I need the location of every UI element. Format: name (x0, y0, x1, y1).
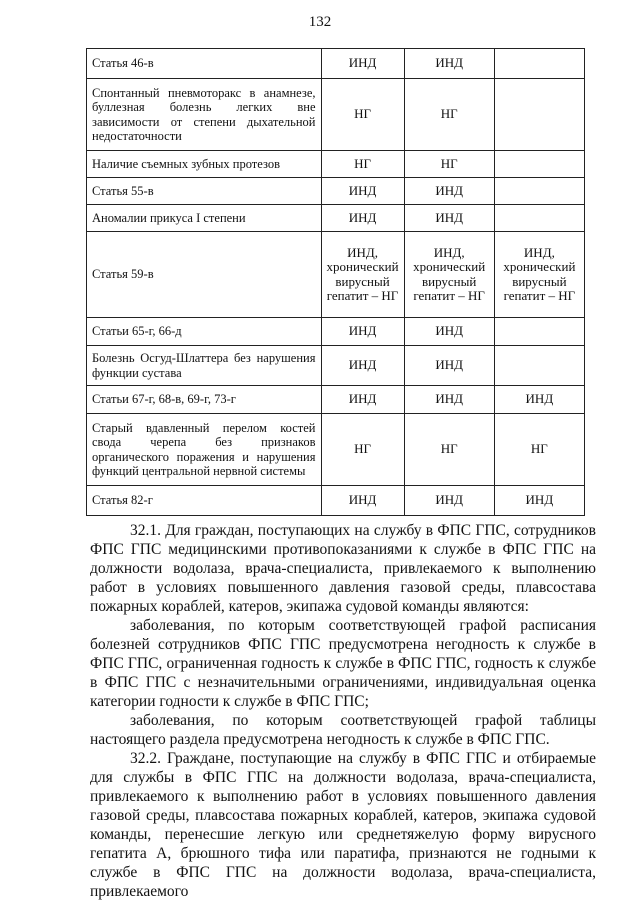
category-cell: ИНД (494, 486, 584, 516)
condition-cell: Аномалии прикуса I степени (87, 205, 322, 232)
category-cell (494, 79, 584, 151)
category-cell: ИНД (404, 386, 494, 414)
category-cell: НГ (321, 79, 404, 151)
category-cell: ИНД (404, 346, 494, 386)
table-row (87, 151, 585, 178)
category-cell: ИНД, хронический вирусный гепатит – НГ (404, 232, 494, 318)
condition-cell: Спонтанный пневмоторакс в анамнезе, буллезная болезнь легких вне зависимости от степени дыхательной недостаточности (87, 79, 322, 151)
body-text (90, 521, 596, 901)
category-cell (494, 318, 584, 346)
paragraph-32-2: 32.2. Граждане, поступающие на службу в ФПС ГПС и отбираемые для службы в ФПС ГПС на должности водолаза, врача-специалиста, привлекаемого к выполнению работ в условиях повышенного давления газовой среды, плавсостава пожарных кораблей, катеров, экипажа судовой команды, перенесшие легкую или среднетяжелую форму вирусного гепатита А, брюшного тифа или паратифа, признаются не годными к службе в ФПС ГПС на должности водолаза, врача-специалиста, привлекаемого (90, 750, 596, 900)
category-cell: НГ (404, 151, 494, 178)
category-cell: ИНД, хронический вирусный гепатит – НГ (494, 232, 584, 318)
medical-table (86, 48, 585, 516)
category-cell (494, 178, 584, 205)
category-cell: НГ (321, 414, 404, 486)
condition-cell: Статья 59-в (87, 232, 322, 318)
category-cell: НГ (494, 414, 584, 486)
table-row (87, 486, 585, 516)
condition-cell: Статьи 67-г, 68-в, 69-г, 73-г (87, 386, 322, 414)
page-number: 132 (308, 14, 332, 30)
table-row (87, 318, 585, 346)
condition-cell: Болезнь Осгуд-Шлаттера без нарушения функции сустава (87, 346, 322, 386)
table-row (87, 49, 585, 79)
table-body (87, 49, 585, 516)
category-cell: ИНД, хронический вирусный гепатит – НГ (321, 232, 404, 318)
category-cell: ИНД (321, 486, 404, 516)
category-cell (494, 205, 584, 232)
category-cell: НГ (404, 79, 494, 151)
condition-cell: Наличие съемных зубных протезов (87, 151, 322, 178)
category-cell: ИНД (321, 178, 404, 205)
category-cell: НГ (321, 151, 404, 178)
paragraph-conditions-schedule: заболевания, по которым соответствующей графой расписания болезней сотрудников ФПС ГПС предусмотрена негодность к службе в ФПС ГПС, ограниченная годность к службе в ФПС ГПС, годность к службе в ФПС ГПС с незначительными ограничениями, индивидуальная оценка категории годности к службе в ФПС ГПС; (90, 617, 596, 710)
condition-cell: Старый вдавленный перелом костей свода черепа без признаков органического поражения и нарушения функций центральной нервной системы (87, 414, 322, 486)
table-row (87, 232, 585, 318)
category-cell (494, 151, 584, 178)
category-cell: ИНД (494, 386, 584, 414)
table-row (87, 414, 585, 486)
category-cell: ИНД (404, 205, 494, 232)
category-cell: ИНД (321, 205, 404, 232)
category-cell: НГ (404, 414, 494, 486)
category-cell: ИНД (404, 318, 494, 346)
category-cell: ИНД (321, 49, 404, 79)
condition-cell: Статьи 65-г, 66-д (87, 318, 322, 346)
paragraph-conditions-table: заболевания, по которым соответствующей графой таблицы настоящего раздела предусмотрена негодность к службе в ФПС ГПС. (90, 712, 596, 748)
category-cell: ИНД (321, 318, 404, 346)
table-row (87, 346, 585, 386)
category-cell: ИНД (321, 346, 404, 386)
table-row (87, 386, 585, 414)
category-cell: ИНД (404, 49, 494, 79)
table-row (87, 205, 585, 232)
category-cell: ИНД (321, 386, 404, 414)
table-row (87, 79, 585, 151)
condition-cell: Статья 82-г (87, 486, 322, 516)
category-cell: ИНД (404, 178, 494, 205)
paragraph-32-1: 32.1. Для граждан, поступающих на службу в ФПС ГПС, сотрудников ФПС ГПС медицинскими противопоказаниями к службе в ФПС ГПС на должности водолаза, врача-специалиста, привлекаемого к выполнению работ в условиях повышенного давления газовой среды, плавсостава пожарных кораблей, катеров, экипажа судовой команды являются: (90, 522, 596, 615)
category-cell: ИНД (404, 486, 494, 516)
condition-cell: Статья 46-в (87, 49, 322, 79)
category-cell (494, 49, 584, 79)
category-cell (494, 346, 584, 386)
condition-cell: Статья 55-в (87, 178, 322, 205)
table-row (87, 178, 585, 205)
